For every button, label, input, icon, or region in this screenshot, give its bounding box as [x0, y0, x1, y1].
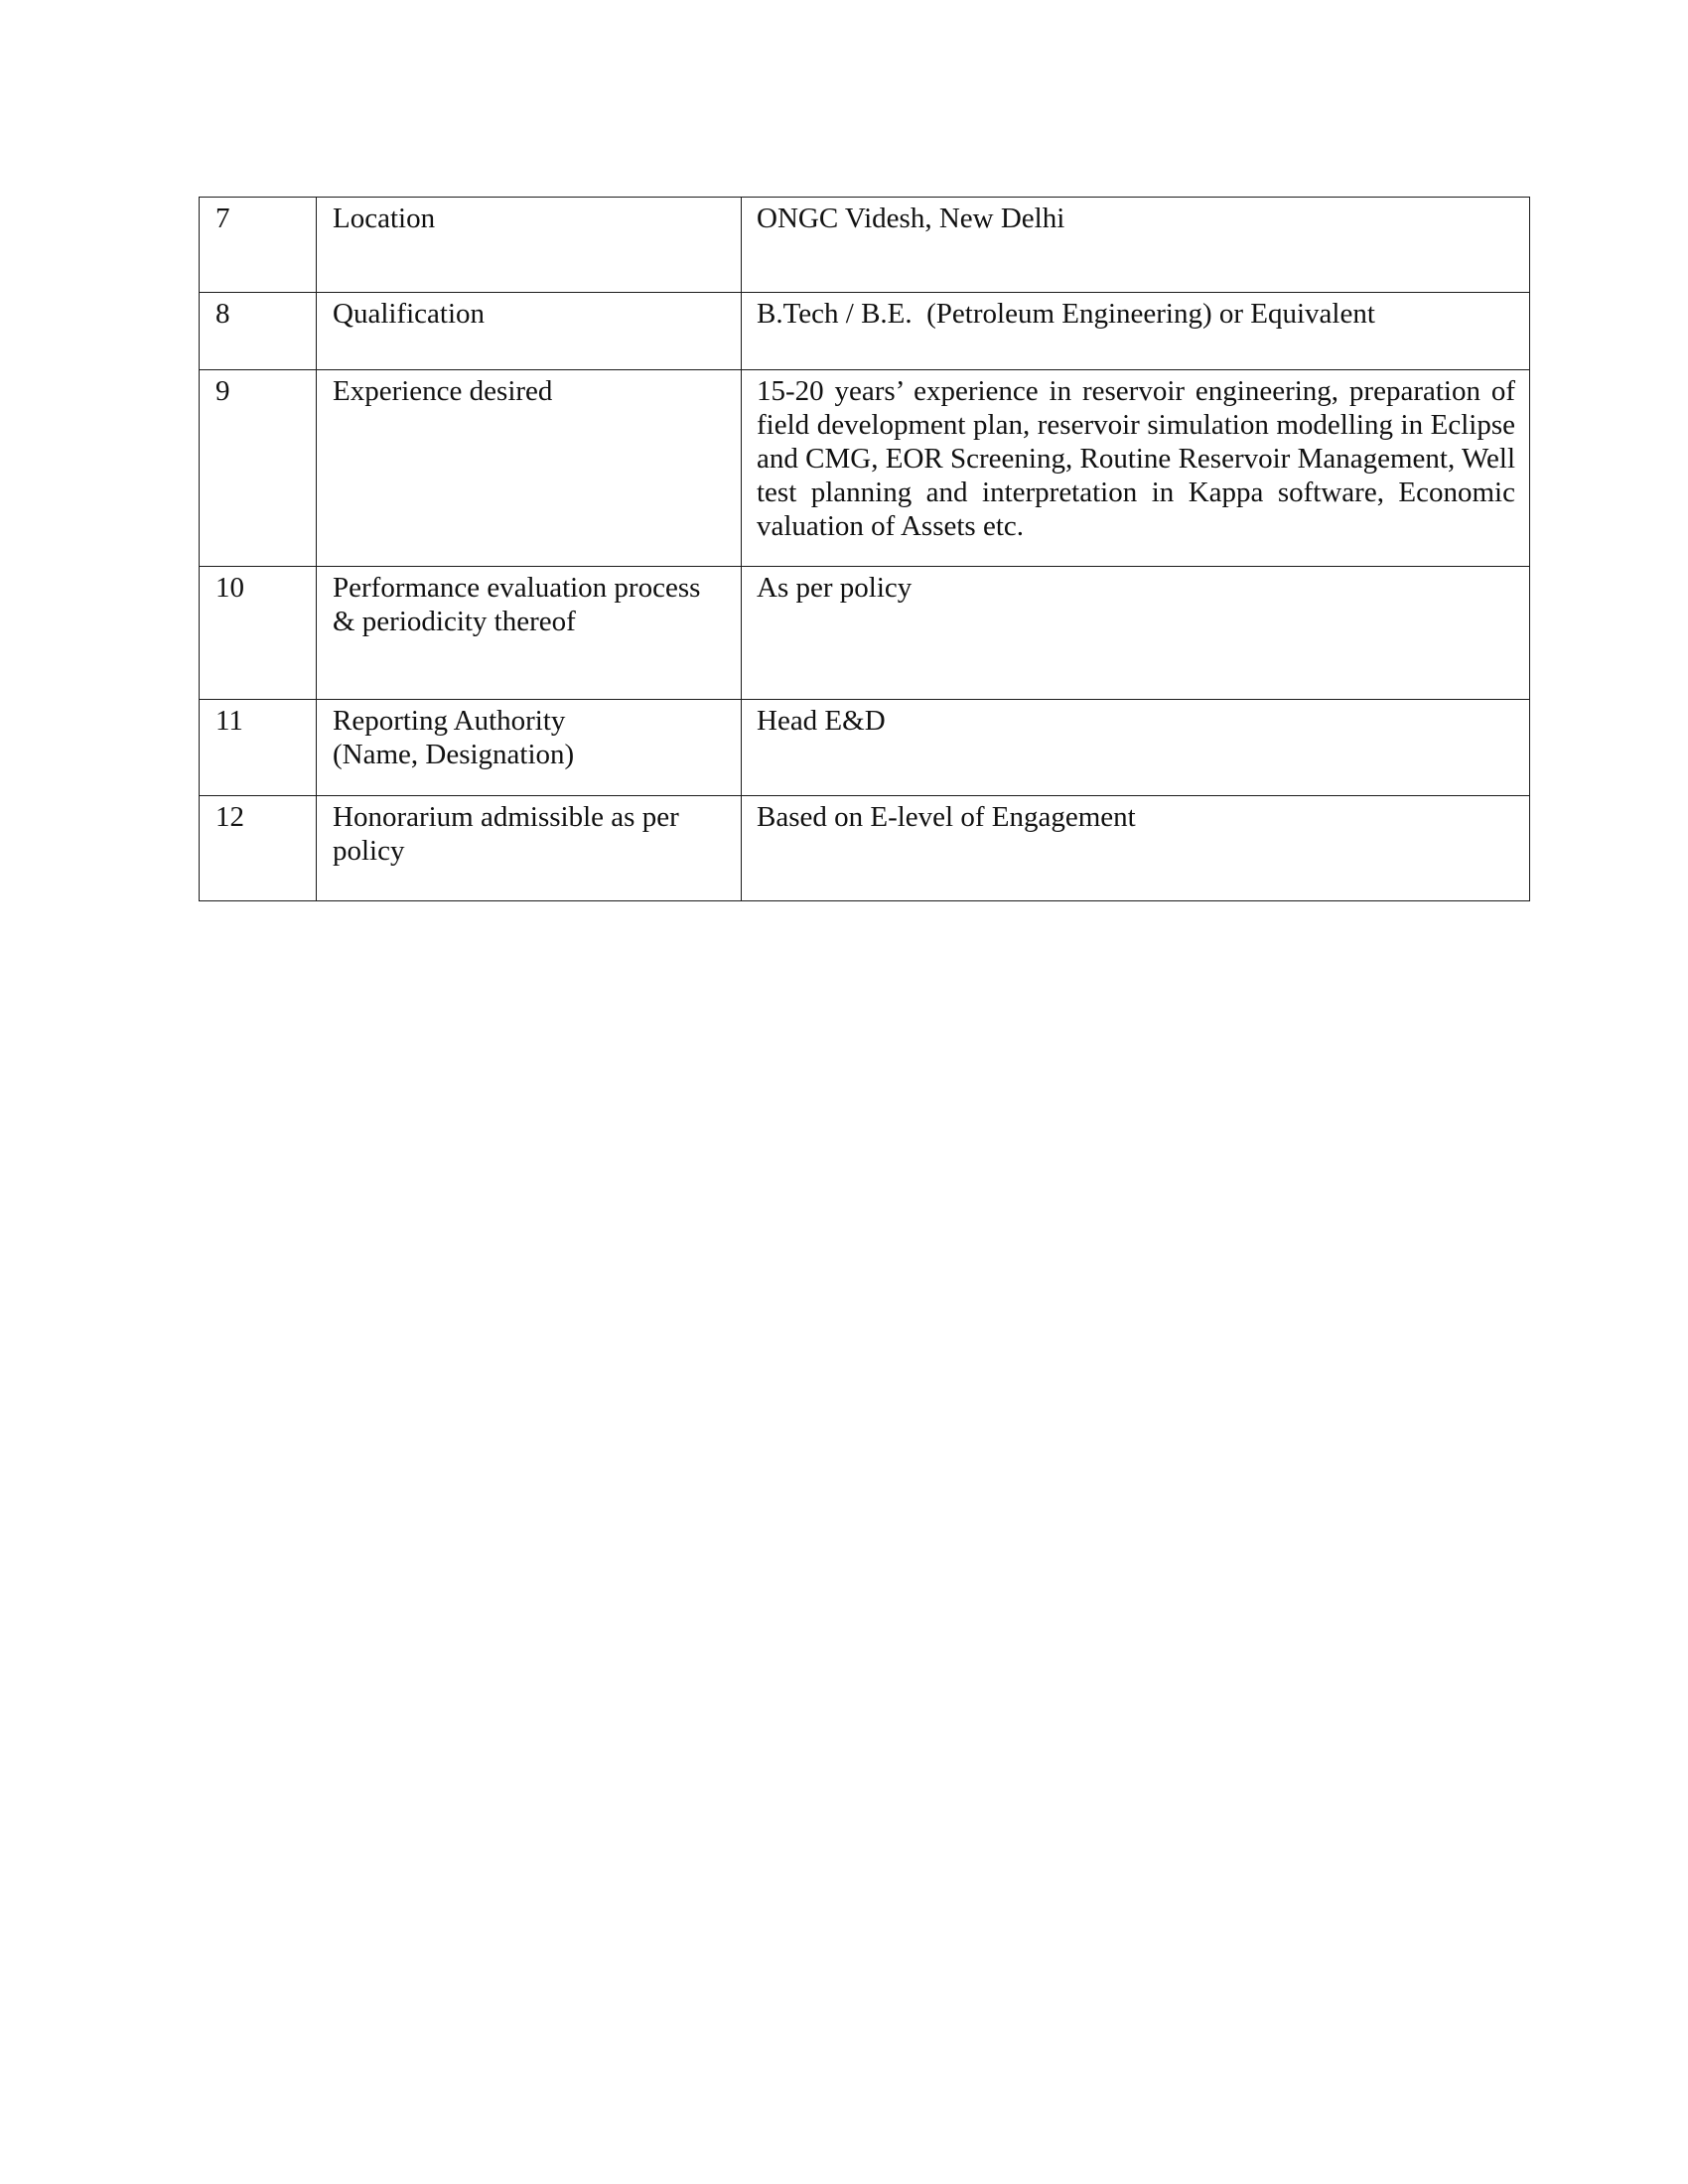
row-value: 15-20 years’ experience in reservoir engineering, preparation of field development plan, reservoir simulation modelling in Eclipse and CMG, EOR Screening, Routine Reservoir Management, Well test planning and interpretation in Kappa software, Economic valuation of Assets etc.: [757, 375, 1515, 542]
row-number-cell: [200, 370, 317, 567]
row-value-cell: [742, 567, 1530, 700]
row-value: Based on E-level of Engagement: [757, 801, 1136, 833]
row-label-cell: [317, 370, 742, 567]
row-value-cell: [742, 370, 1530, 567]
row-label-line: Reporting Authority: [333, 705, 566, 737]
row-value: B.Tech / B.E. (Petroleum Engineering) or Equivalent: [757, 298, 1375, 330]
row-number-cell: [200, 567, 317, 700]
row-value-cell: [742, 796, 1530, 901]
row-number-cell: [200, 700, 317, 796]
row-value: Head E&D: [757, 705, 886, 737]
row-value: ONGC Videsh, New Delhi: [757, 203, 1065, 234]
row-label-line: (Name, Designation): [333, 739, 575, 770]
row-number-cell: [200, 198, 317, 293]
row-number: 12: [215, 801, 244, 833]
row-label: Qualification: [333, 298, 486, 330]
table-row-honorarium: [200, 796, 1530, 901]
row-label-line: policy: [333, 835, 405, 867]
row-number: 10: [215, 572, 244, 604]
row-number-cell: [200, 293, 317, 370]
row-label-line: & periodicity thereof: [333, 606, 576, 637]
row-value-cell: [742, 293, 1530, 370]
row-label-cell: [317, 796, 742, 901]
row-value: As per policy: [757, 572, 913, 604]
row-label: Experience desired: [333, 375, 553, 407]
row-value-cell: [742, 700, 1530, 796]
table-row-qualification: [200, 293, 1530, 370]
row-label-cell: [317, 293, 742, 370]
table-row-performance-evaluation: [200, 567, 1530, 700]
row-number-cell: [200, 796, 317, 901]
row-number: 7: [215, 203, 230, 234]
table-row-location: [200, 198, 1530, 293]
row-number: 9: [215, 375, 230, 407]
row-label-line: Honorarium admissible as per: [333, 801, 679, 833]
row-label-cell: [317, 700, 742, 796]
row-label-line: Performance evaluation process: [333, 572, 701, 604]
row-number: 8: [215, 298, 230, 330]
table-row-reporting-authority: [200, 700, 1530, 796]
row-label-cell: [317, 567, 742, 700]
table-row-experience: [200, 370, 1530, 567]
row-value-cell: [742, 198, 1530, 293]
row-number: 11: [215, 705, 243, 737]
job-details-table: [199, 197, 1530, 901]
row-label: Location: [333, 203, 436, 234]
row-label-cell: [317, 198, 742, 293]
